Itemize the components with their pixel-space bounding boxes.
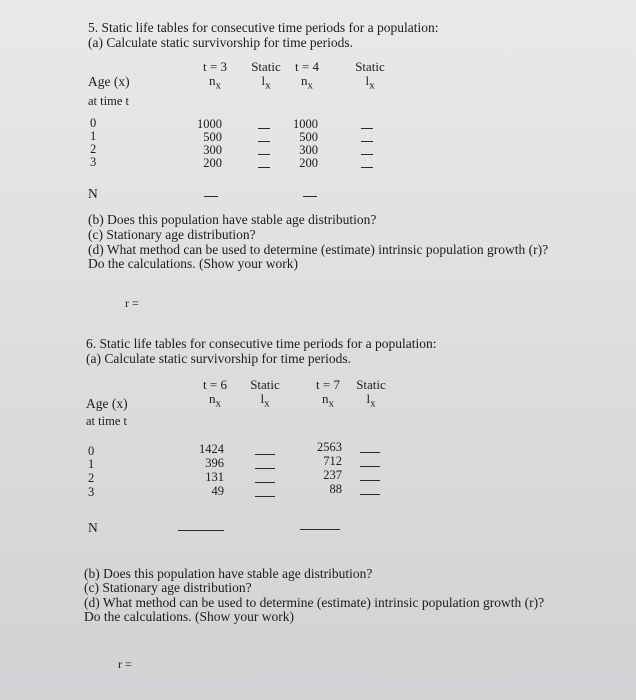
q6-total-label: N (88, 520, 98, 535)
q6-lx1-blank-3 (255, 496, 275, 497)
q5-col3-time: t = 4 (295, 59, 319, 74)
q5-lx2-blank-2 (361, 154, 373, 155)
q6-lx2-blank-1 (360, 466, 380, 467)
q6-part-c: (c) Stationary age distribution? (84, 580, 252, 595)
q5-lx1-blank-2 (258, 154, 270, 155)
q6-col2-time: Static (250, 377, 280, 392)
q5-part-a: (a) Calculate static survivorship for time periods. (88, 35, 354, 50)
q5-col3-label: $n_x$ (301, 73, 313, 92)
q5-col2-time: Static (251, 59, 281, 74)
q5-col1-label: $n_x$ (209, 73, 221, 92)
q6-at-time: at time t (86, 414, 127, 428)
q6-col1-time: t = 6 (203, 377, 227, 392)
q6-lx2-blank-3 (360, 494, 380, 495)
q6-part-d: (d) What method can be used to determine (estimate) intrinsic population growth (r)? (84, 595, 545, 610)
q6-lx2-blank-0 (360, 452, 380, 453)
q5-col1-time: t = 3 (203, 59, 227, 74)
q6-lx1-blank-1 (255, 468, 275, 469)
q5-title: 5. Static life tables for consecutive time periods for a population: (88, 20, 439, 35)
q5-lx1-blank-1 (258, 141, 270, 142)
q6-age-2: 2 (88, 471, 95, 485)
q5-n1-1: 500 (203, 130, 222, 144)
q5-n1-0: 1000 (197, 117, 222, 131)
q6-part-d2: Do the calculations. (Show your work) (84, 609, 294, 624)
q6-n1-0: 1424 (199, 442, 224, 456)
q6-n2-1: 712 (323, 454, 342, 468)
q6-n1-1: 396 (205, 456, 224, 470)
q6-n2-2: 237 (323, 468, 342, 482)
q6-lx1-blank-0 (255, 454, 275, 455)
q5-at-time: at time t (88, 94, 129, 108)
q6-age-1: 1 (88, 457, 95, 471)
q6-age-0: 0 (88, 444, 95, 458)
q5-n2-0: 1000 (293, 117, 318, 131)
q5-age-0: 0 (90, 116, 97, 130)
q6-total-blank-2 (300, 529, 340, 530)
q6-col4-time: Static (356, 377, 386, 392)
q6-n1-2: 131 (205, 470, 224, 484)
q6-col1-label: $n_x$ (209, 391, 221, 410)
q5-n1-2: 300 (203, 143, 222, 157)
q5-n2-3: 200 (299, 156, 318, 170)
q5-part-c: (c) Stationary age distribution? (88, 227, 256, 242)
q5-n2-1: 500 (299, 130, 318, 144)
q5-total-blank-2 (303, 196, 317, 197)
q6-n2-3: 88 (329, 482, 342, 496)
q5-n2-2: 300 (299, 143, 318, 157)
q5-col4-time: Static (355, 59, 385, 74)
q6-lx2-blank-2 (360, 480, 380, 481)
q5-total-label: N (88, 186, 98, 201)
q6-col2-label: $l_x$ (260, 391, 270, 410)
q6-n2-0: 2563 (317, 440, 342, 454)
q6-age-3: 3 (88, 485, 95, 499)
q5-age-2: 2 (90, 142, 97, 156)
q5-n1-3: 200 (203, 156, 222, 170)
q5-age-label: Age (x) (88, 74, 130, 89)
q5-r-label: r = (125, 296, 139, 310)
q6-title: 6. Static life tables for consecutive time periods for a population: (86, 336, 437, 351)
q5-part-b: (b) Does this population have stable age distribution? (88, 212, 377, 227)
q5-lx2-blank-3 (361, 167, 373, 168)
q5-total-blank-1 (204, 196, 218, 197)
q6-r-label: r = (118, 657, 132, 671)
q5-col2-label: $l_x$ (261, 73, 271, 92)
q6-age-label: Age (x) (86, 396, 128, 411)
q5-lx1-blank-0 (258, 128, 270, 129)
q6-col3-time: t = 7 (316, 377, 340, 392)
q5-part-d: (d) What method can be used to determine (estimate) intrinsic population growth (r)? (88, 242, 549, 257)
q5-age-1: 1 (90, 129, 97, 143)
q6-part-b: (b) Does this population have stable age distribution? (84, 566, 373, 581)
q6-col4-label: $l_x$ (366, 391, 376, 410)
q6-total-blank-1 (178, 530, 224, 531)
q6-lx1-blank-2 (255, 482, 275, 483)
q6-n1-3: 49 (211, 484, 224, 498)
q5-lx1-blank-3 (258, 167, 270, 168)
q5-lx2-blank-0 (361, 128, 373, 129)
q6-part-a: (a) Calculate static survivorship for time periods. (86, 351, 352, 366)
q5-age-3: 3 (90, 155, 97, 169)
q6-col3-label: $n_x$ (322, 391, 334, 410)
q5-lx2-blank-1 (361, 141, 373, 142)
q5-part-d2: Do the calculations. (Show your work) (88, 256, 298, 271)
q5-col4-label: $l_x$ (365, 73, 375, 92)
